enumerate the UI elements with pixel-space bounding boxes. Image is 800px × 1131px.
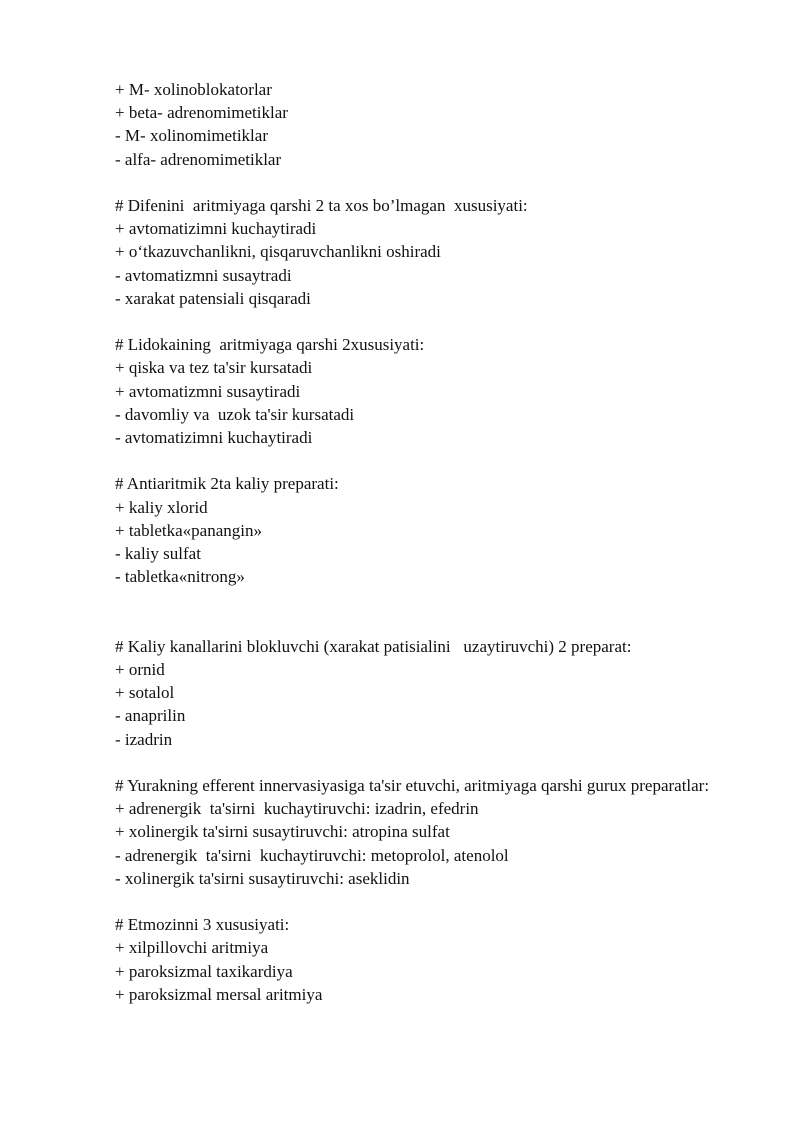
answer-line: + ornid bbox=[115, 660, 165, 680]
question-block bbox=[115, 78, 715, 171]
answer-line: + avtomatizimni kuchaytiradi bbox=[115, 219, 317, 239]
answer-line: + xolinergik ta'sirni susaytiruvchi: atropina sulfat bbox=[115, 822, 450, 842]
question-heading: # Etmozinni 3 xususiyati: bbox=[115, 915, 290, 935]
question-block bbox=[115, 635, 715, 751]
answer-line: + kaliy xlorid bbox=[115, 497, 208, 517]
answer-line: - xarakat patensiali qisqaradi bbox=[115, 288, 311, 308]
question-heading: # Antiaritmik 2ta kaliy preparati: bbox=[115, 474, 339, 494]
answer-line: + avtomatizmni susaytiradi bbox=[115, 381, 301, 401]
answer-line: - avtomatizimni kuchaytiradi bbox=[115, 428, 313, 448]
answer-line: - alfa- adrenomimetiklar bbox=[115, 149, 282, 169]
answer-line: - izadrin bbox=[115, 729, 173, 749]
answer-line: + M- xolinoblokatorlar bbox=[115, 80, 272, 99]
answer-line: + sotalol bbox=[115, 683, 175, 703]
answer-line: - kaliy sulfat bbox=[115, 544, 201, 564]
answer-line: + paroksizmal taxikardiya bbox=[115, 961, 293, 981]
answer-line: + xilpillovchi aritmiya bbox=[115, 938, 269, 958]
document-text bbox=[115, 78, 715, 1006]
answer-line: - davomliy va uzok ta'sir kursatadi bbox=[115, 404, 355, 424]
answer-line: - xolinergik ta'sirni susaytiruvchi: aseklidin bbox=[115, 868, 410, 888]
question-block bbox=[115, 913, 715, 1006]
question-block bbox=[115, 774, 715, 890]
answer-line: - anaprilin bbox=[115, 706, 186, 726]
answer-line: + o‘tkazuvchanlikni, qisqaruvchanlikni oshiradi bbox=[115, 242, 441, 262]
answer-line: + beta- adrenomimetiklar bbox=[115, 103, 288, 123]
answer-line: - tabletka«nitrong» bbox=[115, 567, 245, 587]
answer-line: - avtomatizmni susaytradi bbox=[115, 265, 292, 285]
answer-line: + tabletka«panangin» bbox=[115, 520, 262, 540]
question-block bbox=[115, 194, 715, 310]
answer-line: + paroksizmal mersal aritmiya bbox=[115, 984, 323, 1004]
question-block bbox=[115, 472, 715, 588]
answer-line: + adrenergik ta'sirni kuchaytiruvchi: izadrin, efedrin bbox=[115, 799, 479, 819]
question-heading: # Yurakning efferent innervasiyasiga ta'sir etuvchi, aritmiyaga qarshi gurux preparatlar: bbox=[115, 776, 710, 796]
question-heading: # Kaliy kanallarini blokluvchi (xarakat patisialini uzaytiruvchi) 2 preparat: bbox=[115, 636, 632, 656]
question-heading: # Difenini aritmiyaga qarshi 2 ta xos bo’lmagan xususiyati: bbox=[115, 196, 528, 215]
question-heading: # Lidokaining aritmiyaga qarshi 2xususiyati: bbox=[115, 335, 425, 355]
question-block bbox=[115, 333, 715, 449]
answer-line: + qiska va tez ta'sir kursatadi bbox=[115, 358, 313, 378]
answer-line: - adrenergik ta'sirni kuchaytiruvchi: metoprolol, atenolol bbox=[115, 845, 509, 865]
answer-line: - M- xolinomimetiklar bbox=[115, 126, 268, 146]
